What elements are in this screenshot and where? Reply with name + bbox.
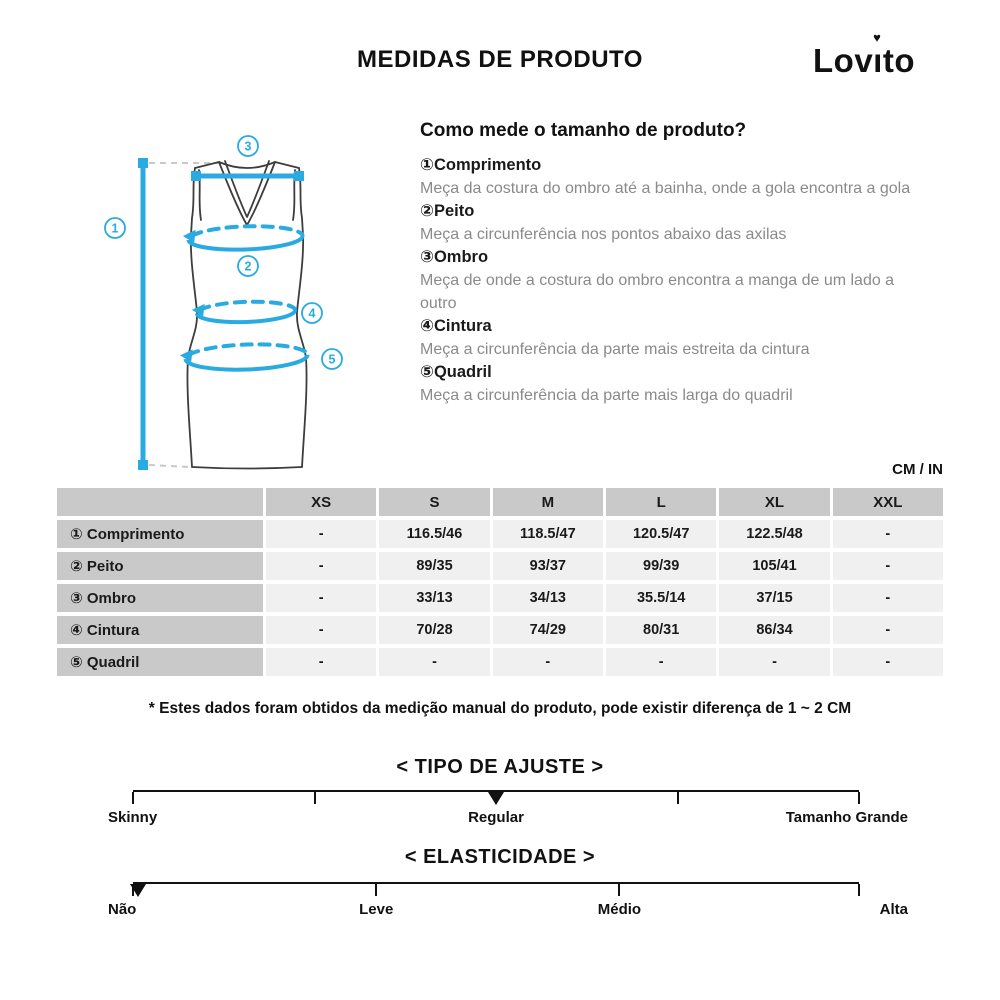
- point-badge-4: [302, 303, 322, 323]
- table-value-cell: 74/29: [493, 616, 603, 644]
- page-title: MEDIDAS DE PRODUTO: [357, 46, 643, 73]
- table-value-cell: 118.5/47: [493, 520, 603, 548]
- elasticity-scale-marker: [130, 884, 146, 897]
- fit-scale-title: < TIPO DE AJUSTE >: [396, 756, 604, 778]
- instruction-item: [420, 246, 965, 315]
- measure-description-4: Meça a circunferência da parte mais estreita da cintura: [420, 341, 810, 358]
- table-value-cell: -: [493, 648, 603, 676]
- measurement-note: * Estes dados foram obtidos da medição manual do produto, pode existir diferença de 1 ~ 2 CM: [148, 700, 852, 717]
- waist-measure-ellipse: [192, 300, 296, 324]
- table-value-cell: -: [833, 584, 943, 612]
- table-value-cell: 99/39: [606, 552, 716, 580]
- table-value-cell: 33/13: [379, 584, 489, 612]
- point-badge-4-label: 4: [308, 306, 316, 321]
- hip-measure-ellipse: [180, 342, 308, 371]
- table-corner-cell: [57, 488, 263, 516]
- chest-measure-ellipse: [183, 224, 303, 251]
- point-badge-5: [322, 349, 342, 369]
- instructions-heading: Como mede o tamanho de produto?: [420, 120, 747, 141]
- fit-scale-line: [108, 790, 908, 834]
- table-row-label: ② Peito: [57, 552, 263, 580]
- fit-scale-tick: [677, 792, 679, 804]
- table-value-cell: 122.5/48: [719, 520, 829, 548]
- fit-scale-option-3: Tamanho Grande: [785, 809, 908, 826]
- table-value-cell: -: [833, 616, 943, 644]
- measure-name-4: ④Cintura: [420, 317, 492, 335]
- table-value-cell: -: [266, 584, 376, 612]
- table-size-header-m: M: [493, 488, 603, 516]
- fit-scale-tick: [314, 792, 316, 804]
- table-row-label: ① Comprimento: [57, 520, 263, 548]
- point-badge-3: [238, 136, 258, 156]
- elasticity-scale-tick: [375, 884, 377, 896]
- table-value-cell: 70/28: [379, 616, 489, 644]
- unit-label: CM / IN: [892, 461, 943, 478]
- brand-logo: [813, 30, 915, 80]
- instruction-list: [420, 154, 965, 407]
- table-value-cell: -: [266, 616, 376, 644]
- measure-name-2: ②Peito: [420, 202, 475, 220]
- table-size-header-l: L: [606, 488, 716, 516]
- table-value-cell: -: [833, 520, 943, 548]
- guide-dashes: [149, 163, 221, 467]
- table-value-cell: -: [833, 648, 943, 676]
- size-table: [57, 488, 943, 676]
- measure-name-5: ⑤Quadril: [420, 363, 492, 381]
- measure-description-5: Meça a circunferência da parte mais larga do quadril: [420, 387, 793, 404]
- elasticity-scale-tick: [858, 884, 860, 896]
- instruction-item: [420, 200, 965, 246]
- measure-name-3: ③Ombro: [420, 248, 489, 266]
- table-value-cell: 116.5/46: [379, 520, 489, 548]
- table-value-cell: 105/41: [719, 552, 829, 580]
- instruction-item: [420, 154, 965, 200]
- point-badge-1: [105, 218, 125, 238]
- table-value-cell: 34/13: [493, 584, 603, 612]
- point-badge-3-label: 3: [244, 139, 252, 154]
- measure-description-3: Meça de onde a costura do ombro encontra a manga de um lado a outro: [420, 272, 895, 312]
- heart-icon: ♥: [873, 30, 882, 45]
- table-value-cell: 80/31: [606, 616, 716, 644]
- fit-scale-marker: [488, 792, 504, 805]
- table-size-header-s: S: [379, 488, 489, 516]
- instruction-item: [420, 361, 965, 407]
- measure-name-1: ①Comprimento: [420, 156, 542, 174]
- point-badge-1-label: 1: [111, 221, 119, 236]
- measure-marks: [105, 136, 342, 470]
- table-value-cell: 93/37: [493, 552, 603, 580]
- elasticity-scale-option-1: Não: [108, 901, 137, 918]
- elasticity-scale-title: < ELASTICIDADE >: [404, 846, 596, 868]
- brand-logo-text-start: Lov: [813, 42, 874, 79]
- table-value-cell: -: [833, 552, 943, 580]
- table-value-cell: -: [719, 648, 829, 676]
- fit-scale-option-2: Regular: [468, 809, 524, 826]
- dress-measure-diagram: [88, 128, 428, 480]
- point-badge-2: [238, 256, 258, 276]
- table-row-label: ④ Cintura: [57, 616, 263, 644]
- instruction-item: [420, 315, 965, 361]
- instructions-section: [420, 120, 965, 407]
- table-value-cell: -: [266, 648, 376, 676]
- point-badge-2-label: 2: [244, 259, 252, 274]
- table-value-cell: 120.5/47: [606, 520, 716, 548]
- shoulder-measure-line: [191, 171, 304, 181]
- brand-logo-text-end: to: [882, 42, 915, 79]
- table-row-label: ③ Ombro: [57, 584, 263, 612]
- table-value-cell: -: [266, 520, 376, 548]
- table-size-header-xl: XL: [719, 488, 829, 516]
- table-value-cell: 86/34: [719, 616, 829, 644]
- measure-description-1: Meça da costura do ombro até a bainha, onde a gola encontra a gola: [420, 180, 911, 197]
- table-value-cell: 89/35: [379, 552, 489, 580]
- elasticity-scale-option-3: Médio: [597, 901, 642, 918]
- table-value-cell: 37/15: [719, 584, 829, 612]
- elasticity-scale-option-2: Leve: [359, 901, 394, 918]
- measure-description-2: Meça a circunferência nos pontos abaixo das axilas: [420, 226, 787, 243]
- table-value-cell: -: [606, 648, 716, 676]
- table-size-header-xs: XS: [266, 488, 376, 516]
- brand-logo-i: ı ♥: [873, 30, 883, 79]
- fit-scale-tick: [132, 792, 134, 804]
- table-size-header-xxl: XXL: [833, 488, 943, 516]
- table-value-cell: -: [379, 648, 489, 676]
- table-value-cell: 35.5/14: [606, 584, 716, 612]
- table-value-cell: -: [266, 552, 376, 580]
- length-measure-line: [138, 158, 148, 470]
- elasticity-scale-option-4: Alta: [879, 901, 908, 918]
- fit-scale-tick: [858, 792, 860, 804]
- fit-scale-option-1: Skinny: [108, 809, 158, 826]
- table-row-label: ⑤ Quadril: [57, 648, 263, 676]
- point-badge-5-label: 5: [328, 352, 336, 367]
- elasticity-scale-line: [108, 882, 908, 926]
- elasticity-scale-tick: [618, 884, 620, 896]
